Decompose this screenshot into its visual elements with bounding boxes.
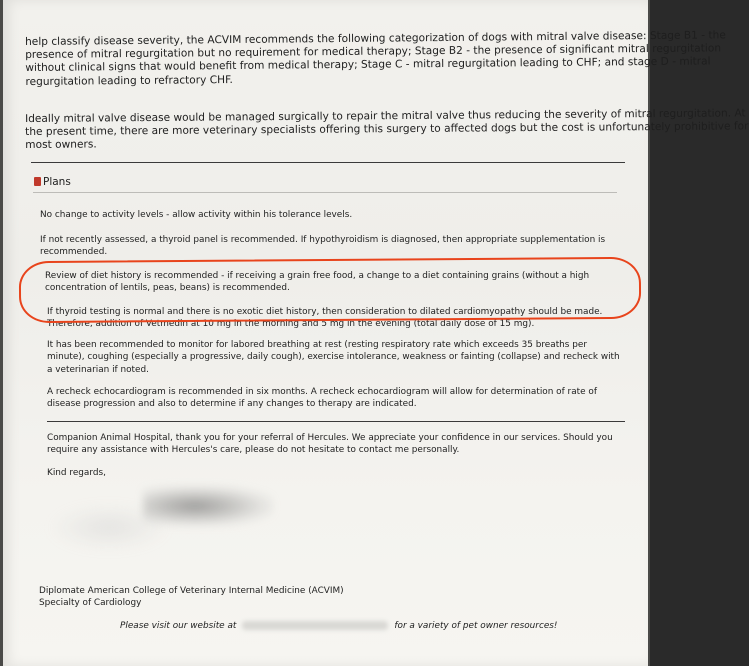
credentials	[39, 585, 344, 610]
plan-item-text: It has been recommended to monitor for labored breathing at rest (resting respiratory rate which exceeds 35 breaths per minute), coughing (especially a progressive, daily cough), exercise intolerance, weakness or fainting (collapse) and recheck with a veterinarian if noted.	[47, 340, 620, 375]
closing-regards	[47, 467, 106, 479]
plan-item-text: No change to activity levels - allow activity within his tolerance levels.	[40, 210, 353, 220]
closing-thanks-text: Companion Animal Hospital, thank you for your referral of Hercules. We appreciate your confidence in our services. Should you require any assistance with Hercules's care, please do not hesitate to contact me personally.	[47, 433, 613, 456]
plan-item	[47, 339, 627, 376]
paragraph-line: the present time, there are more veterinary specialists offering this surgery to affected dogs but the cost is unfortunately prohibitive for	[25, 120, 749, 139]
plans-heading	[34, 176, 71, 188]
flag-icon	[34, 177, 41, 186]
plan-item	[40, 209, 620, 221]
paragraph-line: most owners.	[25, 138, 97, 152]
paragraph-line: help classify disease severity, the ACVIM recommends the following categorization of dogs with mitral valve disease: Stage B1 - the	[25, 29, 726, 48]
website-note	[120, 621, 557, 631]
credential-line: Specialty of Cardiology	[39, 598, 142, 609]
plans-heading-underline	[33, 192, 617, 193]
highlight-circle	[19, 257, 641, 323]
divider-rule	[47, 421, 625, 422]
plan-item	[40, 234, 612, 259]
website-note-after: for a variety of pet owner resources!	[394, 621, 558, 631]
plan-item-text: If thyroid testing is normal and there is no exotic diet history, then consideration to dilated cardiomyopathy should be made. Therefore, addition of Vetmedin at 10 mg in the morning and 5 mg in the evening (total daily dose of 15 mg).	[47, 307, 603, 330]
credential-line: Diplomate American College of Veterinary Internal Medicine (ACVIM)	[39, 586, 344, 596]
paragraph-acvim-staging	[25, 29, 726, 89]
paragraph-line: Ideally mitral valve disease would be managed surgically to repair the mitral valve thus reducing the severity of mitral regurgitation. At	[25, 107, 746, 125]
letter-page	[3, 0, 749, 666]
plans-heading-label: Plans	[43, 176, 71, 188]
paragraph-line: presence of mitral regurgitation but no requirement for medical therapy; Stage B2 - the presence of significant mitral regurgitation	[25, 42, 722, 62]
plan-item-text: A recheck echocardiogram is recommended in six months. A recheck echocardiogram will allow for determination of rate of disease progression and also to determine if any changes to therapy are indicated.	[47, 387, 597, 410]
paragraph-line: without clinical signs that would benefit from medical therapy; Stage C - mitral regurgitation leading to CHF; and stage D - mitral	[25, 55, 711, 75]
plan-item-text: Review of diet history is recommended - if receiving a grain free food, a change to a diet containing grains (without a high concentration of lentils, peas, beans) is recommended.	[45, 271, 590, 294]
divider-rule	[31, 162, 625, 163]
website-note-before: Please visit our website at	[120, 621, 237, 631]
closing-regards-text: Kind regards,	[47, 468, 106, 478]
plan-item-text: If not recently assessed, a thyroid panel is recommended. If hypothyroidism is diagnosed, then appropriate supplementation is recommended.	[40, 235, 606, 258]
redacted-url	[242, 621, 388, 630]
plan-item	[47, 386, 623, 411]
signature-blur	[143, 486, 273, 526]
paragraph-surgery	[25, 107, 749, 152]
closing-thanks	[47, 432, 627, 457]
paragraph-line: regurgitation leading to refractory CHF.	[25, 73, 233, 88]
